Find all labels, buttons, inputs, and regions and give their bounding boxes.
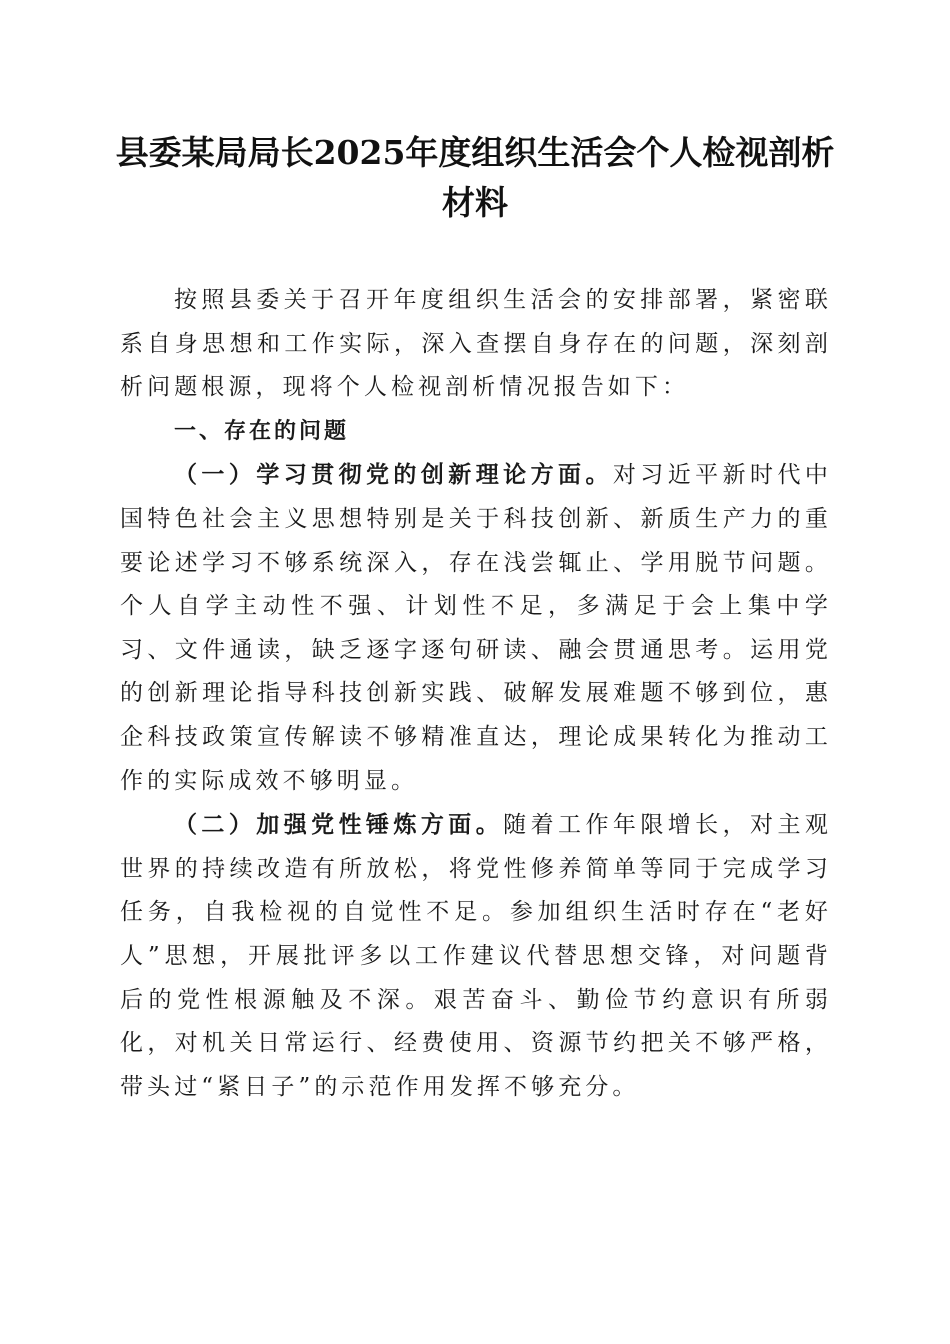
paragraph-item-1 xyxy=(120,453,832,803)
paragraph-item-2-lead: （二）加强党性锤炼方面。 xyxy=(174,811,504,839)
document-body xyxy=(120,279,832,1109)
paragraph-item-1-text: 对习近平新时代中国特色社会主义思想特别是关于科技创新、新质生产力的重要论述学习不够系统深入，存在浅尝辄止、学用脱节问题。个人自学主动性不强、计划性不足，多满足于会上集中学习、文件通读，缺乏逐字逐句研读、融会贯通思考。运用党的创新理论指导科技创新实践、破解发展难题不够到位，惠企科技政策宣传解读不够精准直达，理论成果转化为推动工作的实际成效不够明显。 xyxy=(120,462,832,794)
paragraph-item-2 xyxy=(120,803,832,1109)
section-heading: 一、存在的问题 xyxy=(174,418,350,444)
paragraph-item-2-text: 随着工作年限增长，对主观世界的持续改造有所放松，将党性修养简单等同于完成学习任务，自我检视的自觉性不足。参加组织生活时存在“老好人”思想，开展批评多以工作建议代替思想交锋，对问题背后的党性根源触及不深。艰苦奋斗、勤俭节约意识有所弱化，对机关日常运行、经费使用、资源节约把关不够严格，带头过“紧日子”的示范作用发挥不够充分。 xyxy=(120,812,833,1100)
document-title: 县委某局局长2025年度组织生活会个人检视剖析材料 xyxy=(115,133,835,222)
paragraph-item-1-lead: （一）学习贯彻党的创新理论方面。 xyxy=(174,461,613,489)
intro-paragraph: 按照县委关于召开年度组织生活会的安排部署，紧密联系自身思想和工作实际，深入查摆自身存在的问题，深刻剖析问题根源，现将个人检视剖析情况报告如下： xyxy=(120,287,832,401)
